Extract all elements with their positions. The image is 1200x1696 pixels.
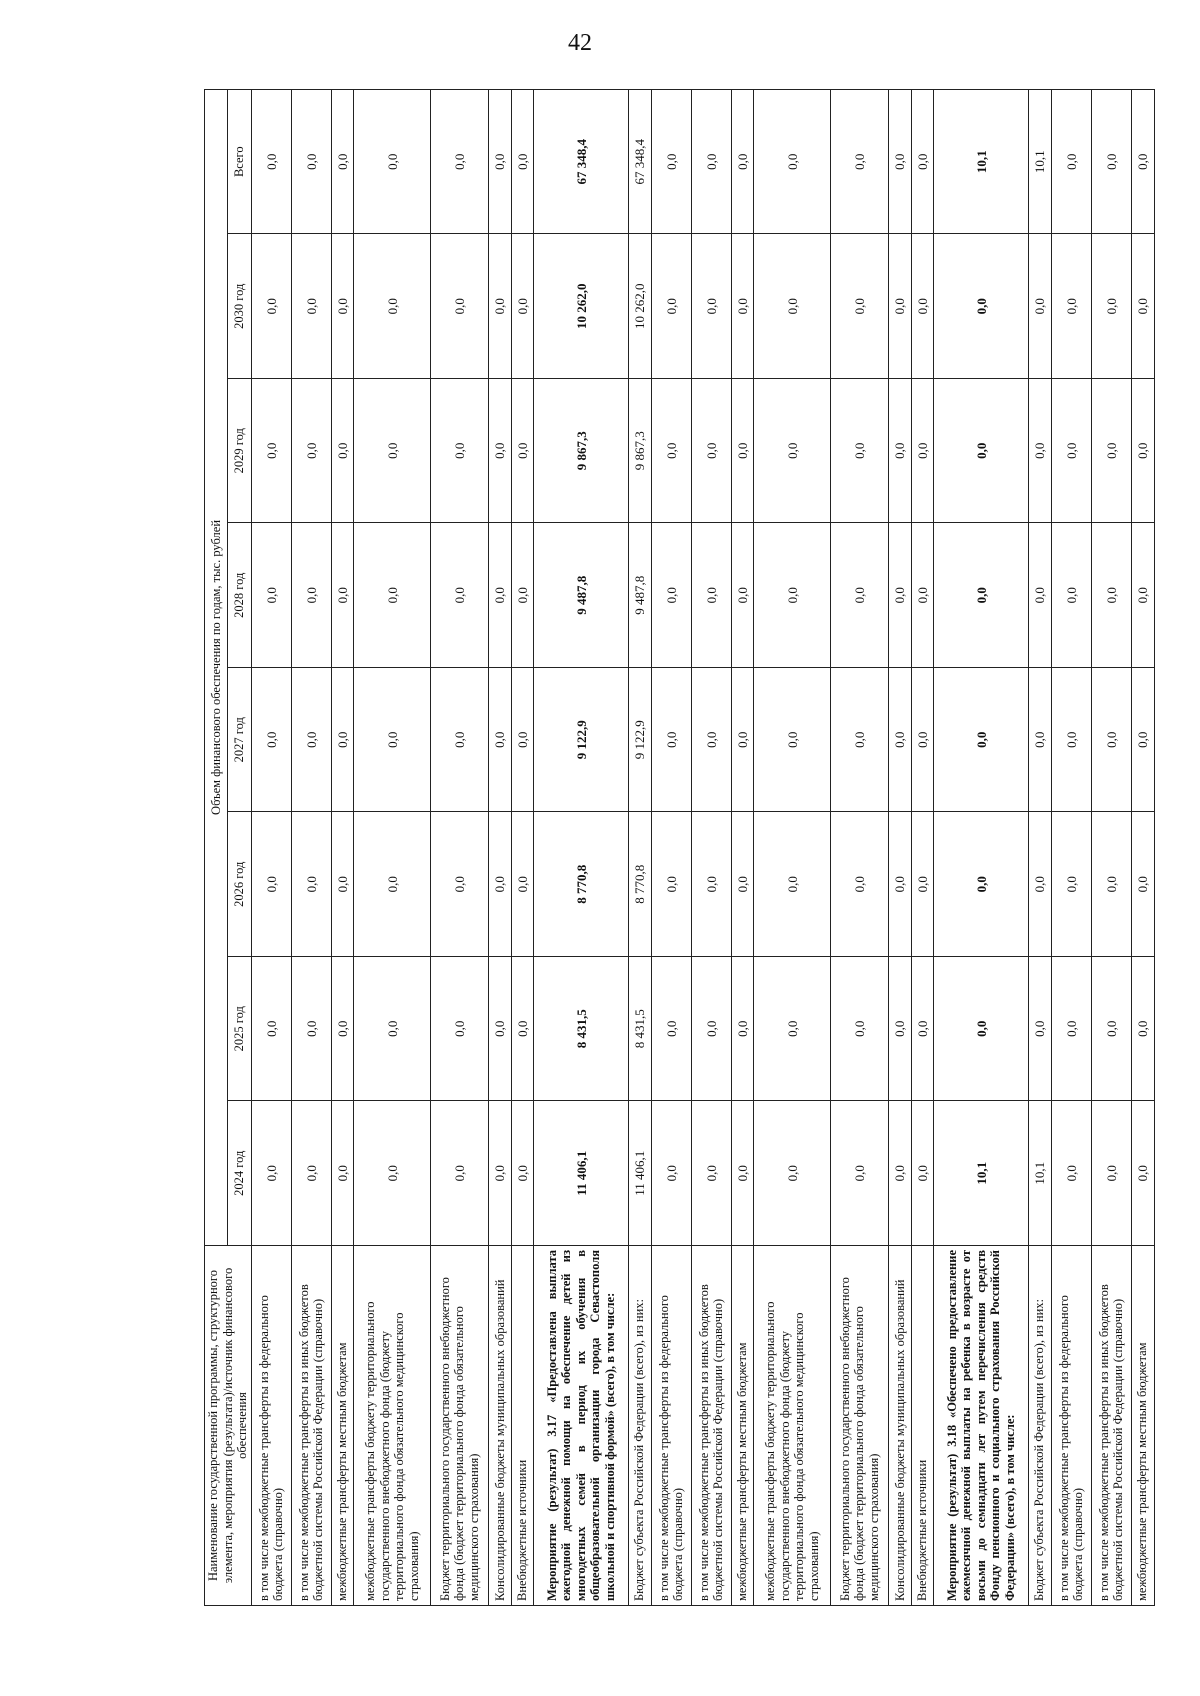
- table-row: [354, 89, 430, 1605]
- row-value: 0,0: [354, 89, 430, 234]
- row-value: 0,0: [911, 523, 934, 668]
- row-value: 0,0: [354, 379, 430, 524]
- row-value: 0,0: [731, 89, 754, 234]
- row-value: 0,0: [911, 1101, 934, 1246]
- row-value: 8 770,8: [534, 812, 629, 957]
- row-value: 0,0: [651, 1101, 691, 1246]
- row-value: 0,0: [251, 668, 291, 813]
- row-label: в том числе межбюджетные трансферты из федерального бюджета (справочно): [1051, 1246, 1091, 1606]
- row-value: 0,0: [934, 957, 1029, 1102]
- row-value: 0,0: [1028, 812, 1051, 957]
- table-row: [1131, 89, 1154, 1605]
- row-value: 0,0: [291, 89, 331, 234]
- row-value: 0,0: [1028, 523, 1051, 668]
- row-value: 0,0: [1091, 379, 1131, 524]
- row-value: 0,0: [651, 957, 691, 1102]
- table-row: [331, 89, 354, 1605]
- row-value: 0,0: [830, 668, 888, 813]
- row-value: 0,0: [291, 957, 331, 1102]
- row-value: 0,0: [830, 523, 888, 668]
- table-header: [205, 89, 252, 1605]
- row-value: 0,0: [331, 957, 354, 1102]
- row-value: 8 431,5: [534, 957, 629, 1102]
- row-value: 0,0: [331, 89, 354, 234]
- table-row: [651, 89, 691, 1605]
- row-value: 0,0: [691, 234, 731, 379]
- row-value: 0,0: [830, 1101, 888, 1246]
- row-value: 0,0: [291, 379, 331, 524]
- row-value: 0,0: [354, 957, 430, 1102]
- row-value: 0,0: [430, 89, 488, 234]
- row-value: 67 348,4: [628, 89, 651, 234]
- table-row: [691, 89, 731, 1605]
- row-value: 0,0: [911, 812, 934, 957]
- table-row: [534, 89, 629, 1605]
- row-value: 8 431,5: [628, 957, 651, 1102]
- row-value: 0,0: [511, 668, 534, 813]
- row-value: 0,0: [354, 234, 430, 379]
- table-row: [1091, 89, 1131, 1605]
- row-value: 0,0: [354, 668, 430, 813]
- row-value: 0,0: [511, 89, 534, 234]
- row-label: Консолидированные бюджеты муниципальных образований: [889, 1246, 912, 1606]
- row-label: Консолидированные бюджеты муниципальных образований: [489, 1246, 512, 1606]
- table-row: [1028, 89, 1051, 1605]
- row-value: 0,0: [1028, 379, 1051, 524]
- row-value: 0,0: [731, 523, 754, 668]
- row-value: 0,0: [651, 812, 691, 957]
- row-value: 0,0: [731, 812, 754, 957]
- row-value: 9 487,8: [534, 523, 629, 668]
- year-header-5: 2029 год: [228, 379, 251, 524]
- row-value: 8 770,8: [628, 812, 651, 957]
- row-value: 0,0: [331, 1101, 354, 1246]
- row-label: межбюджетные трансферты бюджету территориального государственного внебюджетного фонда (бюджету территориального фонда обязательного медицинского страхования): [754, 1246, 830, 1606]
- year-header-1: 2025 год: [228, 957, 251, 1102]
- row-value: 0,0: [731, 1101, 754, 1246]
- row-value: 0,0: [691, 89, 731, 234]
- row-value: 0,0: [1131, 957, 1154, 1102]
- row-value: 9 487,8: [628, 523, 651, 668]
- financing-table: [204, 89, 1155, 1606]
- row-value: 0,0: [251, 523, 291, 668]
- row-value: 0,0: [1091, 812, 1131, 957]
- row-label: межбюджетные трансферты местным бюджетам: [731, 1246, 754, 1606]
- row-value: 10 262,0: [628, 234, 651, 379]
- row-value: 0,0: [1051, 379, 1091, 524]
- row-value: 0,0: [1028, 234, 1051, 379]
- row-value: 0,0: [1051, 523, 1091, 668]
- row-value: 0,0: [934, 523, 1029, 668]
- table-row: [911, 89, 934, 1605]
- row-value: 0,0: [651, 234, 691, 379]
- row-label: в том числе межбюджетные трансферты из иных бюджетов бюджетной системы Российской Федерации (справочно): [691, 1246, 731, 1606]
- year-header-2: 2026 год: [228, 812, 251, 957]
- row-value: 0,0: [911, 234, 934, 379]
- row-value: 0,0: [489, 812, 512, 957]
- row-label: межбюджетные трансферты местным бюджетам: [1131, 1246, 1154, 1606]
- year-header-3: 2027 год: [228, 668, 251, 813]
- row-value: 0,0: [1091, 668, 1131, 813]
- row-value: 0,0: [1131, 89, 1154, 234]
- row-value: 0,0: [1091, 523, 1131, 668]
- table-row: [754, 89, 830, 1605]
- row-value: 0,0: [754, 668, 830, 813]
- row-label: в том числе межбюджетные трансферты из федерального бюджета (справочно): [251, 1246, 291, 1606]
- row-value: 0,0: [1131, 1101, 1154, 1246]
- row-value: 10,1: [934, 1101, 1029, 1246]
- row-value: 0,0: [830, 812, 888, 957]
- row-label: Внебюджетные источники: [511, 1246, 534, 1606]
- row-value: 0,0: [1051, 1101, 1091, 1246]
- row-value: 0,0: [754, 957, 830, 1102]
- row-value: 11 406,1: [628, 1101, 651, 1246]
- table-row: [251, 89, 291, 1605]
- row-value: 0,0: [691, 957, 731, 1102]
- row-value: 0,0: [934, 668, 1029, 813]
- row-value: 10,1: [934, 89, 1029, 234]
- row-value: 0,0: [691, 668, 731, 813]
- row-value: 0,0: [354, 1101, 430, 1246]
- row-value: 0,0: [511, 523, 534, 668]
- row-value: 0,0: [754, 234, 830, 379]
- row-value: 0,0: [651, 668, 691, 813]
- row-label: Мероприятие (результат) 3.17 «Предоставлена выплата ежегодной денежной помощи на обеспечение детей из многодетных семей в период их обучения в общеобразовательной организации города Севастополя школьной и спортивной формой» (всего), в том числе:: [534, 1246, 629, 1606]
- row-value: 0,0: [1051, 812, 1091, 957]
- row-value: 0,0: [754, 379, 830, 524]
- row-value: 0,0: [489, 523, 512, 668]
- table-row: [430, 89, 488, 1605]
- row-value: 0,0: [889, 668, 912, 813]
- row-value: 0,0: [251, 1101, 291, 1246]
- row-value: 0,0: [889, 957, 912, 1102]
- row-value: 0,0: [291, 523, 331, 668]
- row-value: 0,0: [651, 89, 691, 234]
- row-value: 0,0: [1091, 234, 1131, 379]
- row-value: 0,0: [731, 957, 754, 1102]
- row-value: 0,0: [354, 812, 430, 957]
- row-value: 0,0: [830, 957, 888, 1102]
- row-value: 0,0: [251, 234, 291, 379]
- row-value: 0,0: [1051, 668, 1091, 813]
- row-label: Бюджет территориального государственного внебюджетного фонда (бюджет территориального фонда обязательного медицинского страхования): [830, 1246, 888, 1606]
- row-value: 0,0: [1028, 668, 1051, 813]
- row-value: 0,0: [830, 89, 888, 234]
- row-label: Внебюджетные источники: [911, 1246, 934, 1606]
- row-value: 0,0: [511, 1101, 534, 1246]
- row-value: 0,0: [489, 1101, 512, 1246]
- row-value: 0,0: [1131, 234, 1154, 379]
- row-label: Бюджет субъекта Российской Федерации (всего), из них:: [1028, 1246, 1051, 1606]
- row-value: 0,0: [889, 1101, 912, 1246]
- row-value: 0,0: [889, 523, 912, 668]
- table-row: [934, 89, 1029, 1605]
- row-value: 0,0: [430, 379, 488, 524]
- row-value: 0,0: [489, 668, 512, 813]
- row-value: 0,0: [1131, 812, 1154, 957]
- row-value: 0,0: [430, 523, 488, 668]
- row-value: 0,0: [489, 89, 512, 234]
- row-value: 0,0: [1131, 668, 1154, 813]
- row-label: Бюджет территориального государственного внебюджетного фонда (бюджет территориального фонда обязательного медицинского страхования): [430, 1246, 488, 1606]
- row-value: 10,1: [1028, 89, 1051, 234]
- row-value: 0,0: [430, 1101, 488, 1246]
- row-label: Бюджет субъекта Российской Федерации (всего), из них:: [628, 1246, 651, 1606]
- row-value: 0,0: [291, 234, 331, 379]
- row-value: 10,1: [1028, 1101, 1051, 1246]
- row-value: 0,0: [331, 234, 354, 379]
- row-value: 0,0: [754, 89, 830, 234]
- name-column-header: Наименование государственной программы, структурного элемента, мероприятия (результата)/источник финансового обеспечения: [205, 1246, 252, 1606]
- row-value: 0,0: [430, 234, 488, 379]
- row-value: 0,0: [331, 812, 354, 957]
- row-label: в том числе межбюджетные трансферты из иных бюджетов бюджетной системы Российской Федерации (справочно): [1091, 1246, 1131, 1606]
- year-header-7: Всего: [228, 89, 251, 234]
- row-label: в том числе межбюджетные трансферты из федерального бюджета (справочно): [651, 1246, 691, 1606]
- row-value: 0,0: [1051, 89, 1091, 234]
- row-value: 0,0: [251, 89, 291, 234]
- row-value: 0,0: [291, 812, 331, 957]
- row-value: 0,0: [651, 379, 691, 524]
- row-value: 0,0: [830, 234, 888, 379]
- table-row: [830, 89, 888, 1605]
- row-value: 0,0: [911, 379, 934, 524]
- row-value: 0,0: [489, 957, 512, 1102]
- row-value: 0,0: [511, 379, 534, 524]
- row-value: 0,0: [651, 523, 691, 668]
- row-value: 0,0: [731, 379, 754, 524]
- row-value: 0,0: [1091, 89, 1131, 234]
- row-value: 0,0: [331, 379, 354, 524]
- row-value: 11 406,1: [534, 1101, 629, 1246]
- row-value: 0,0: [430, 668, 488, 813]
- row-value: 0,0: [889, 379, 912, 524]
- row-value: 0,0: [731, 668, 754, 813]
- year-header-6: 2030 год: [228, 234, 251, 379]
- table-row: [1051, 89, 1091, 1605]
- row-value: 0,0: [691, 379, 731, 524]
- row-value: 0,0: [1028, 957, 1051, 1102]
- row-value: 0,0: [754, 523, 830, 668]
- row-value: 0,0: [911, 89, 934, 234]
- row-value: 0,0: [430, 812, 488, 957]
- row-value: 9 122,9: [534, 668, 629, 813]
- row-label: в том числе межбюджетные трансферты из иных бюджетов бюджетной системы Российской Федерации (справочно): [291, 1246, 331, 1606]
- row-value: 0,0: [830, 379, 888, 524]
- row-value: 0,0: [1091, 1101, 1131, 1246]
- volume-group-header: Объем финансового обеспечения по годам, тыс. рублей: [205, 89, 228, 1245]
- row-value: 0,0: [934, 234, 1029, 379]
- row-value: 0,0: [1051, 234, 1091, 379]
- row-value: 0,0: [889, 234, 912, 379]
- row-value: 10 262,0: [534, 234, 629, 379]
- row-value: 0,0: [691, 523, 731, 668]
- row-value: 0,0: [251, 379, 291, 524]
- row-value: 0,0: [511, 957, 534, 1102]
- row-value: 0,0: [354, 523, 430, 668]
- row-value: 0,0: [889, 812, 912, 957]
- row-value: 0,0: [489, 234, 512, 379]
- row-value: 0,0: [331, 668, 354, 813]
- table-row: [628, 89, 651, 1605]
- row-value: 0,0: [691, 1101, 731, 1246]
- row-value: 0,0: [251, 812, 291, 957]
- row-value: 0,0: [1131, 523, 1154, 668]
- rotated-table-container: [204, 90, 1152, 1606]
- row-value: 0,0: [754, 1101, 830, 1246]
- row-value: 0,0: [1051, 957, 1091, 1102]
- row-value: 0,0: [331, 523, 354, 668]
- row-value: 0,0: [911, 668, 934, 813]
- row-value: 0,0: [489, 379, 512, 524]
- row-value: 0,0: [1091, 957, 1131, 1102]
- row-value: 0,0: [291, 1101, 331, 1246]
- row-value: 9 867,3: [628, 379, 651, 524]
- year-header-4: 2028 год: [228, 523, 251, 668]
- row-value: 0,0: [430, 957, 488, 1102]
- row-value: 0,0: [691, 812, 731, 957]
- page-number: 42: [568, 30, 592, 56]
- row-value: 67 348,4: [534, 89, 629, 234]
- table-body: [251, 89, 1154, 1605]
- row-value: 0,0: [251, 957, 291, 1102]
- row-value: 0,0: [889, 89, 912, 234]
- table-row: [889, 89, 912, 1605]
- row-value: 0,0: [731, 234, 754, 379]
- table-row: [489, 89, 512, 1605]
- row-value: 0,0: [934, 379, 1029, 524]
- row-value: 0,0: [934, 812, 1029, 957]
- row-value: 0,0: [511, 234, 534, 379]
- row-value: 0,0: [754, 812, 830, 957]
- row-value: 0,0: [511, 812, 534, 957]
- table-row: [731, 89, 754, 1605]
- row-value: 0,0: [291, 668, 331, 813]
- row-label: межбюджетные трансферты бюджету территориального государственного внебюджетного фонда (бюджету территориального фонда обязательного медицинского страхования): [354, 1246, 430, 1606]
- row-value: 0,0: [911, 957, 934, 1102]
- row-label: Мероприятие (результат) 3.18 «Обеспечено предоставление ежемесячной денежной выплаты на ребенка в возрасте от восьми до семнадцати лет путем перечисления средств Фонду пенсионного и социального страхования Российской Федерации» (всего), в том числе:: [934, 1246, 1029, 1606]
- row-value: 0,0: [1131, 379, 1154, 524]
- row-value: 9 867,3: [534, 379, 629, 524]
- table-row: [511, 89, 534, 1605]
- row-value: 9 122,9: [628, 668, 651, 813]
- row-label: межбюджетные трансферты местным бюджетам: [331, 1246, 354, 1606]
- year-header-0: 2024 год: [228, 1101, 251, 1246]
- table-row: [291, 89, 331, 1605]
